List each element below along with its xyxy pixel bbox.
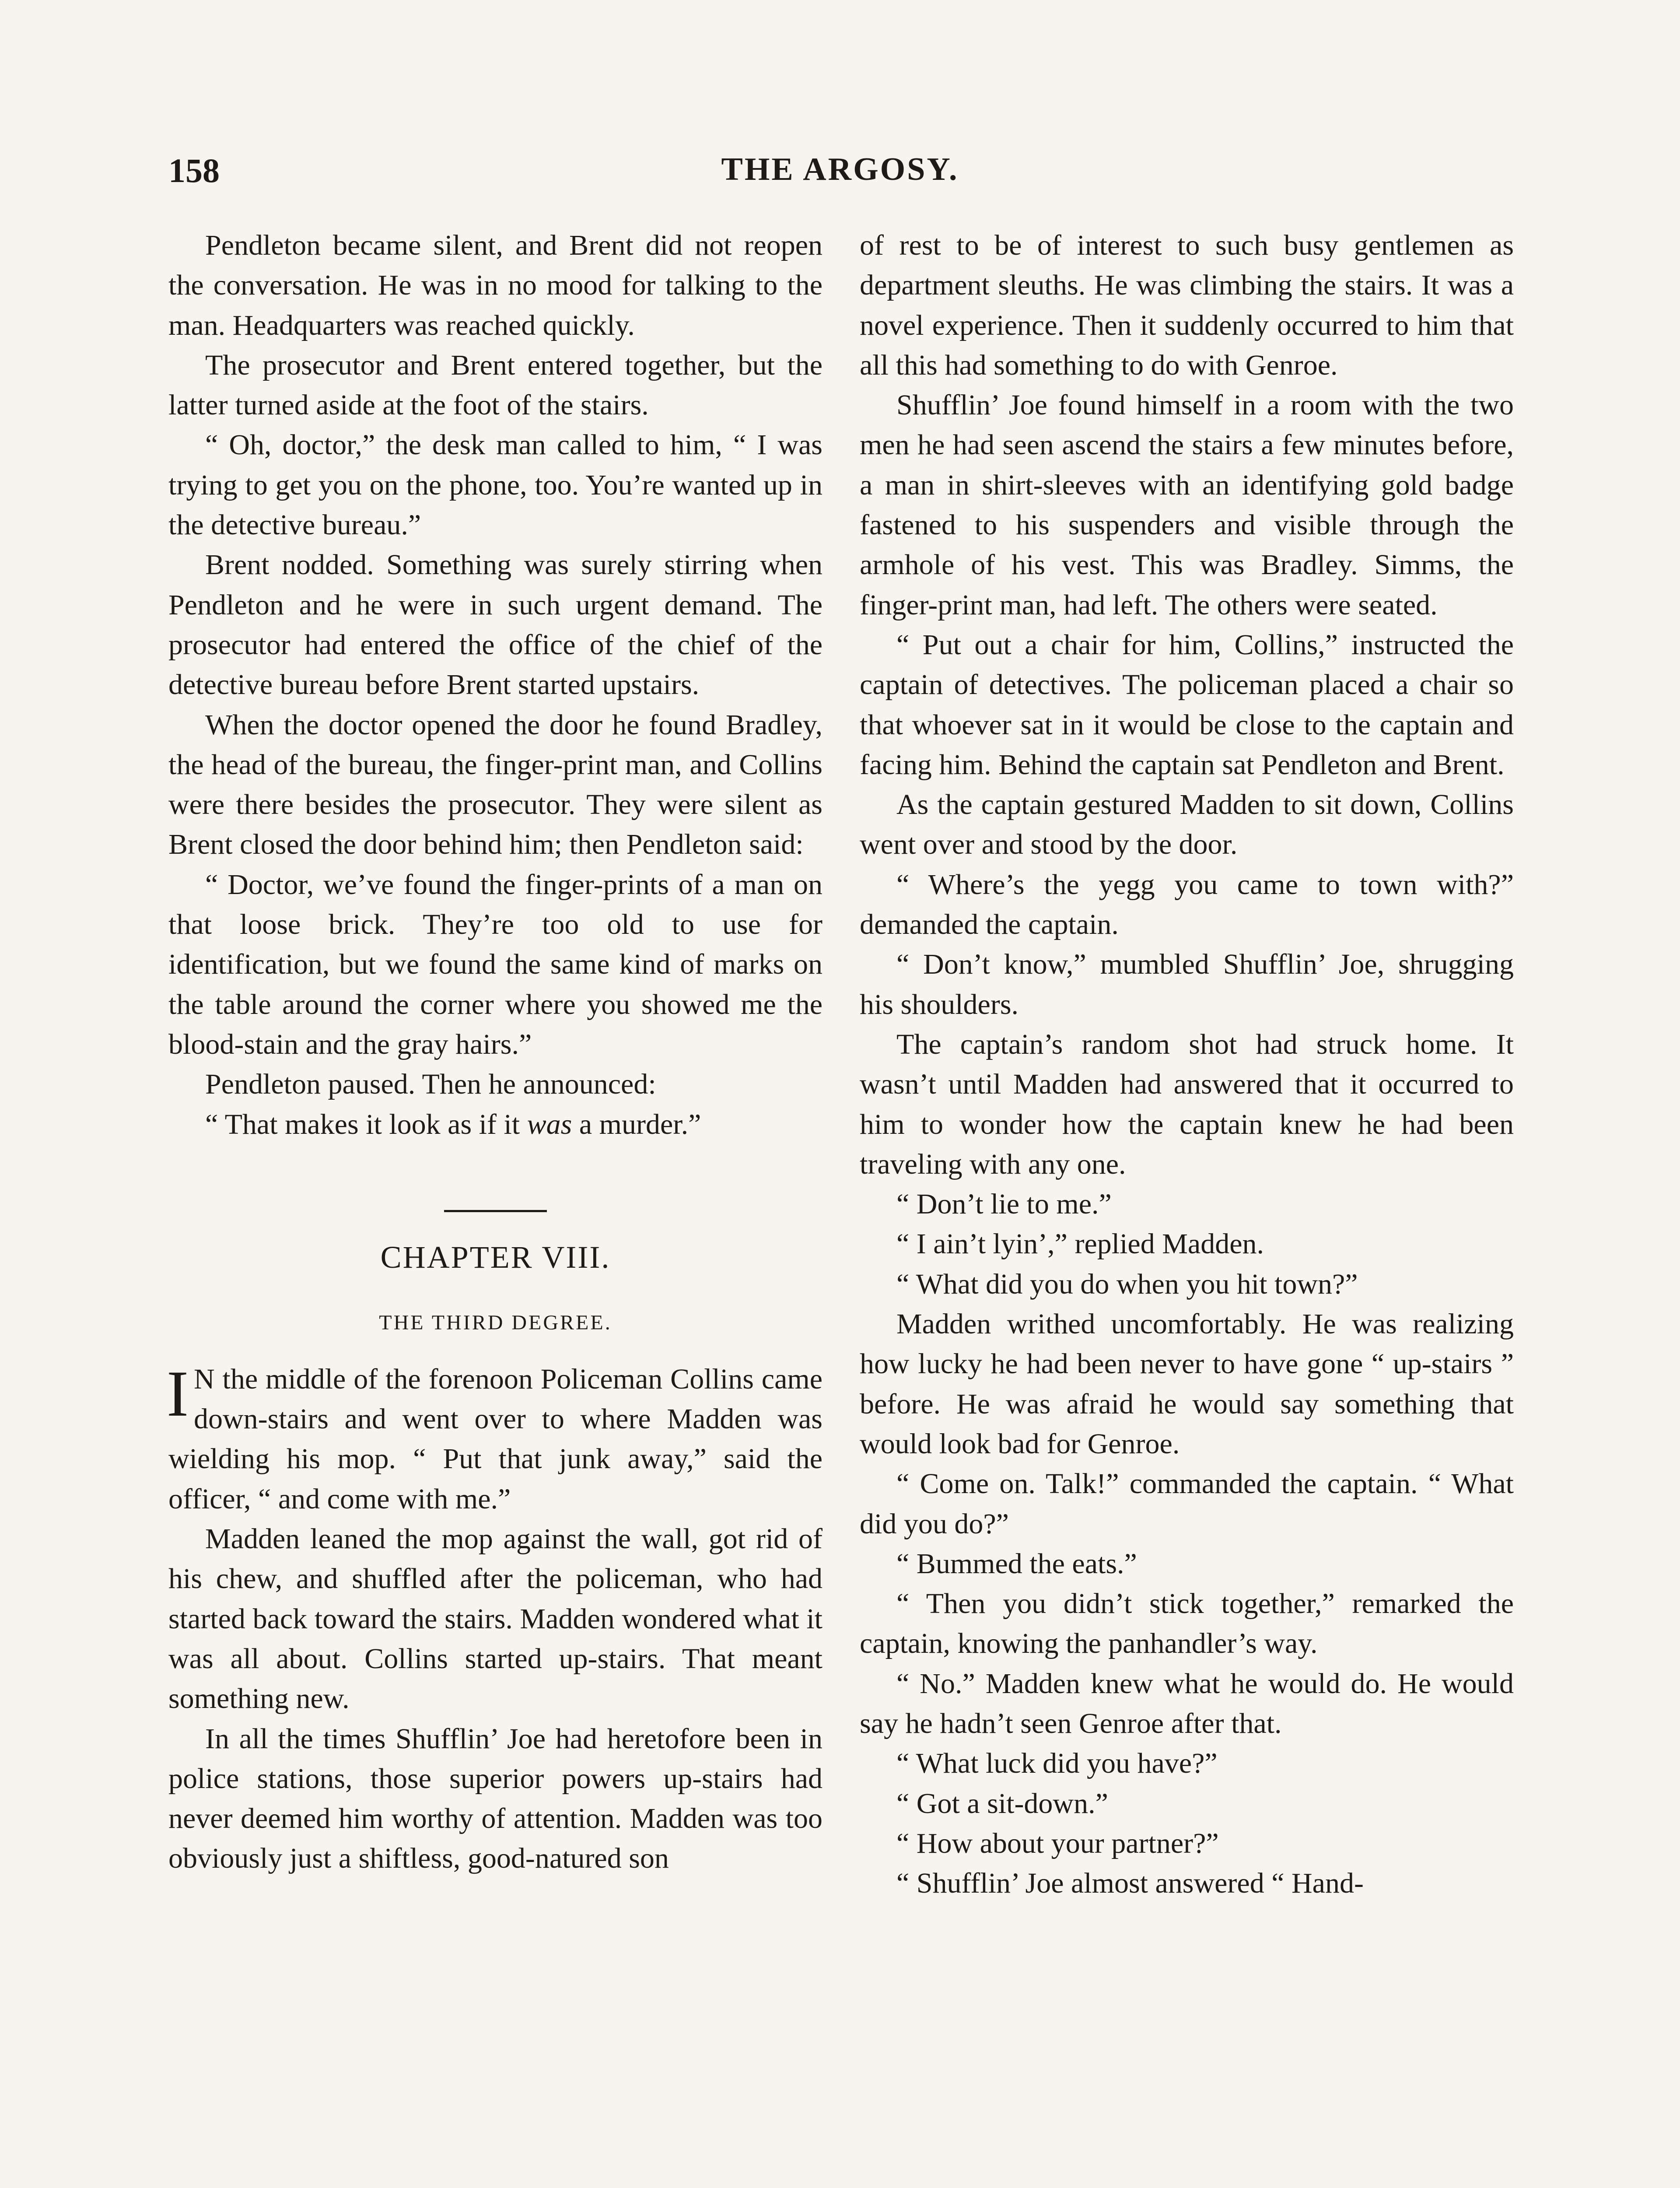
paragraph: Brent nodded. Something was surely stirring when Pendleton and he were in such urgent demand. The prosecutor had entered the office of the chief of the detective bureau before Brent started upstairs.: [168, 549, 822, 701]
paragraph: As the captain gestured Madden to sit down, Collins went over and stood by the door.: [860, 789, 1514, 861]
paragraph: “ What luck did you have?”: [896, 1747, 1218, 1780]
paragraph: In all the times Shufflin’ Joe had heretofore been in police stations, those superior powers up-stairs had never deemed him worthy of attention. Madden was too obviously just a shiftless, good-natured son: [168, 1722, 822, 1875]
chapter-title: CHAPTER VIII.: [380, 1239, 611, 1275]
paragraph: When the doctor opened the door he found Bradley, the head of the bureau, the finger-print man, and Collins were there besides the prosecutor. They were silent as Brent closed the door behind him; then Pendleton said:: [168, 708, 822, 861]
paragraph: Pendleton paused. Then he announced:: [205, 1068, 656, 1101]
running-title: THE ARGOSY.: [721, 151, 959, 187]
drop-cap: I: [167, 1357, 189, 1430]
text-run: N the middle of the forenoon Policeman Collins came down-stairs and went over to where Madden was wielding his mop. “ Put that junk away,” said the officer, “ and come with me.”: [168, 1363, 822, 1515]
running-head: [168, 151, 1512, 199]
paragraph: [168, 1105, 822, 1144]
paragraph: “ No.” Madden knew what he would do. He would say he hadn’t seen Genroe after that.: [860, 1667, 1514, 1739]
paragraph: “ Shufflin’ Joe almost answered “ Hand-: [896, 1867, 1364, 1900]
left-column: [168, 225, 822, 1879]
paragraph: Pendleton became silent, and Brent did not reopen the conversation. He was in no mood for talking to the man. Headquarters was reached quickly.: [168, 229, 822, 341]
text-run: “ That makes it look as if it: [205, 1108, 527, 1140]
right-column: [860, 225, 1514, 1903]
paragraph: “ How about your partner?”: [896, 1827, 1219, 1859]
paragraph: “ Oh, doctor,” the desk man called to him, “ I was trying to get you on the phone, too. You’re wanted up in the detective bureau.”: [168, 429, 822, 541]
paragraph: Madden writhed uncomfortably. He was realizing how lucky he had been never to have gone “ up-stairs ” before. He was afraid he would say something that would look bad for Genroe.: [860, 1308, 1514, 1460]
paragraph: “ Don’t know,” mumbled Shufflin’ Joe, shrugging his shoulders.: [860, 948, 1514, 1020]
paragraph: of rest to be of interest to such busy gentlemen as department sleuths. He was climbing the stairs. It was a novel experience. Then it suddenly occurred to him that all this had something to do with Genroe.: [860, 229, 1514, 381]
paragraph: Shufflin’ Joe found himself in a room with the two men he had seen ascend the stairs a few minutes before, a man in shirt-sleeves with an identifying gold badge fastened to his suspenders and visible through the armhole of his vest. This was Bradley. Simms, the finger-print man, had left. The others were seated.: [860, 389, 1514, 621]
paragraph: “ Come on. Talk!” commanded the captain. “ What did you do?”: [860, 1468, 1514, 1540]
paragraph: The prosecutor and Brent entered together, but the latter turned aside at the foot of the stairs.: [168, 349, 822, 421]
paragraph: “ Where’s the yegg you came to town with?” demanded the captain.: [860, 868, 1514, 941]
paragraph: “ I ain’t lyin’,” replied Madden.: [896, 1228, 1264, 1260]
paragraph: “ What did you do when you hit town?”: [896, 1268, 1358, 1300]
text-run: a murder.”: [572, 1108, 701, 1140]
section-divider: [444, 1210, 547, 1212]
page-number: 158: [168, 151, 220, 189]
paragraph: Madden leaned the mop against the wall, got rid of his chew, and shuffled after the policeman, who had started back toward the stairs. Madden wondered what it was all about. Collins started up-stairs. That meant something new.: [168, 1523, 822, 1715]
chapter-subtitle: THE THIRD DEGREE.: [379, 1311, 612, 1334]
paragraph: “ Bummed the eats.”: [896, 1547, 1137, 1580]
paragraph: “ Don’t lie to me.”: [896, 1188, 1112, 1220]
emphasis: was: [527, 1108, 572, 1140]
paragraph: “ Doctor, we’ve found the finger-prints of a man on that loose brick. They’re too old to use for identification, but we found the same kind of marks on the table around the corner where you showed me the blood-stain and the gray hairs.”: [168, 868, 822, 1060]
paragraph: The captain’s random shot had struck home. It wasn’t until Madden had answered that it occurred to him to wonder how the captain knew he had been traveling with any one.: [860, 1028, 1514, 1180]
paragraph: “ Got a sit-down.”: [896, 1787, 1108, 1820]
paragraph: “ Put out a chair for him, Collins,” instructed the captain of detectives. The policeman placed a chair so that whoever sat in it would be close to the captain and facing him. Behind the captain sat Pendleton and Brent.: [860, 628, 1514, 781]
paragraph: “ Then you didn’t stick together,” remarked the captain, knowing the panhandler’s way.: [860, 1588, 1514, 1660]
paragraph: [168, 1359, 822, 1519]
